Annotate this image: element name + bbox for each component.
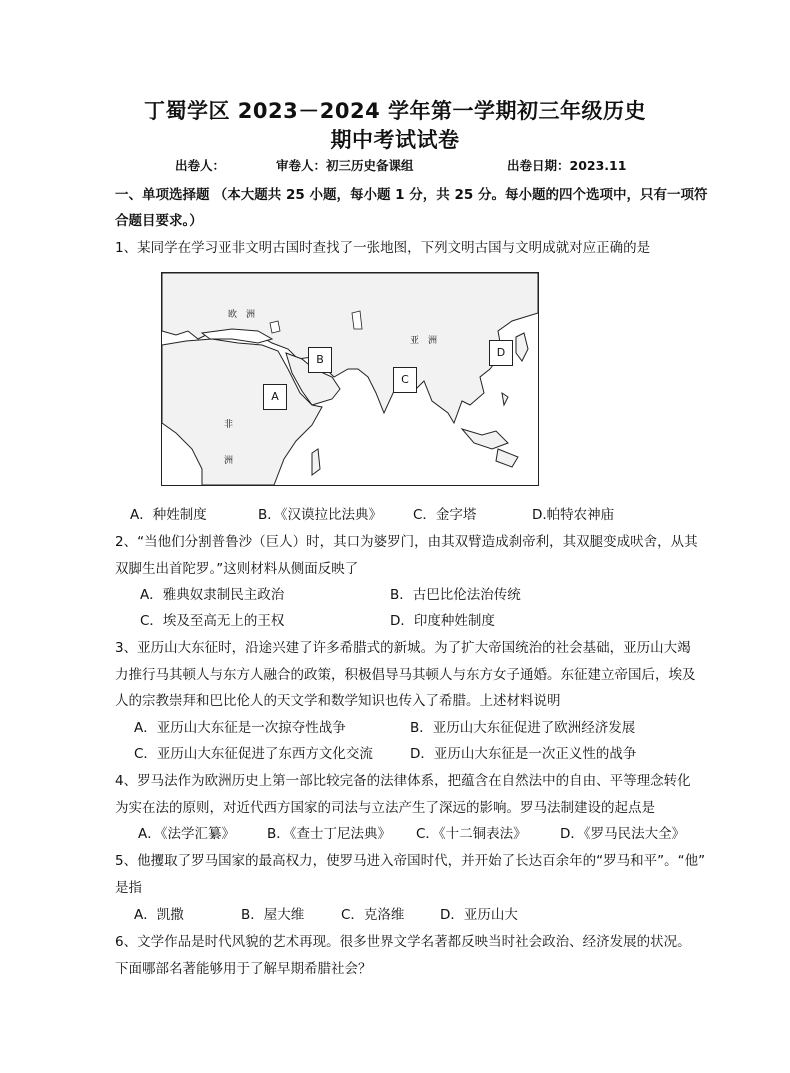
q2-option-a: A．雅典奴隶制民主政治	[140, 587, 285, 603]
map-marker-a: A	[263, 384, 287, 410]
q1-option-a: A．种姓制度	[130, 507, 207, 523]
q5-stem-2: 是指	[115, 880, 142, 896]
section-heading: 一、单项选择题	[115, 187, 210, 203]
q4-option-d: D．《罗马民法大全》	[560, 826, 686, 842]
label-africa-1: 非	[224, 420, 234, 430]
q1-option-d: D.帕特农神庙	[532, 507, 615, 523]
q6-stem-1: 6、文学作品是时代风貌的艺术再现。很多世界文学名著都反映当时社会政治、经济发展的状况。	[115, 934, 691, 950]
q5-option-d: D．亚历山大	[440, 907, 518, 923]
q6-stem-2: 下面哪部名著能够用于了解早期希腊社会？	[115, 961, 372, 977]
q4-stem-1: 4、罗马法作为欧洲历史上第一部比较完备的法律体系，把蕴含在自然法中的自由、平等理念转化	[115, 773, 691, 789]
reviewer-label: 审卷人：初三历史备课组	[276, 158, 414, 173]
q3-option-b: B．亚历山大东征促进了欧洲经济发展	[410, 720, 636, 736]
map-marker-d: D	[489, 340, 513, 366]
q5-option-c: C．克洛维	[341, 907, 405, 923]
q3-option-a: A．亚历山大东征是一次掠夺性战争	[134, 720, 346, 736]
map-graphic	[162, 273, 538, 485]
section-instruction-b: 合题目要求。）	[115, 213, 203, 229]
map-marker-c: C	[393, 367, 417, 393]
world-map	[161, 272, 539, 486]
q3-stem-1: 3、亚历山大东征时，沿途兴建了许多希腊式的新城。为了扩大帝国统治的社会基础，亚历山大竭	[115, 640, 691, 656]
q4-option-c: C．《十二铜表法》	[416, 826, 527, 842]
label-europe: 欧 洲	[228, 310, 256, 320]
q3-option-c: C．亚历山大东征促进了东西方文化交流	[134, 746, 373, 762]
q2-option-c: C．埃及至高无上的王权	[140, 613, 285, 629]
setter-label: 出卷人：	[175, 158, 226, 173]
q4-stem-2: 为实在法的原则，对近代西方国家的司法与立法产生了深远的影响。罗马法制建设的起点是	[115, 800, 655, 816]
q4-option-a: A．《法学汇纂》	[138, 826, 235, 842]
label-asia: 亚 洲	[410, 336, 438, 346]
section-instructions	[115, 183, 707, 203]
date-label: 出卷日期：2023.11	[507, 158, 627, 173]
label-africa-2: 洲	[224, 456, 234, 466]
q5-option-a: A．凯撒	[134, 907, 184, 923]
q2-stem-2: 双脚生出首陀罗。”这则材料从侧面反映了	[115, 561, 359, 577]
q1-stem: 1、某同学在学习亚非文明古国时查找了一张地图，下列文明古国与文明成就对应正确的是	[115, 240, 651, 256]
q4-option-b: B．《查士丁尼法典》	[267, 826, 392, 842]
q2-option-d: D．印度种姓制度	[390, 613, 495, 629]
section-instruction-a: （本大题共 25 小题，每小题 1 分，共 25 分。每小题的四个选项中，只有一项符	[213, 187, 708, 203]
q3-stem-2: 力推行马其顿人与东方人融合的政策，积极倡导马其顿人与东方女子通婚。东征建立帝国后，埃及	[115, 667, 696, 683]
q5-stem-1: 5、他攫取了罗马国家的最高权力，使罗马进入帝国时代，并开始了长达百余年的“罗马和平”。“他”	[115, 853, 706, 869]
q3-option-d: D．亚历山大东征是一次正义性的战争	[410, 746, 637, 762]
exam-title-line1: 丁蜀学区 2023－2024 学年第一学期初三年级历史	[143, 99, 646, 123]
q2-option-b: B．古巴比伦法治传统	[390, 587, 521, 603]
q2-stem-1: 2、“当他们分割普鲁沙（巨人）时，其口为婆罗门，由其双臂造成刹帝利，其双腿变成吠舍，从其	[115, 534, 698, 550]
q1-option-c: C．金字塔	[413, 507, 477, 523]
q5-option-b: B．屋大维	[241, 907, 305, 923]
map-marker-b: B	[308, 347, 332, 373]
q1-option-b: B．《汉谟拉比法典》	[258, 507, 383, 523]
q3-stem-3: 人的宗教崇拜和巴比伦人的天文学和数学知识也传入了希腊。上述材料说明	[115, 693, 561, 709]
exam-title-line2: 期中考试试卷	[330, 128, 460, 152]
